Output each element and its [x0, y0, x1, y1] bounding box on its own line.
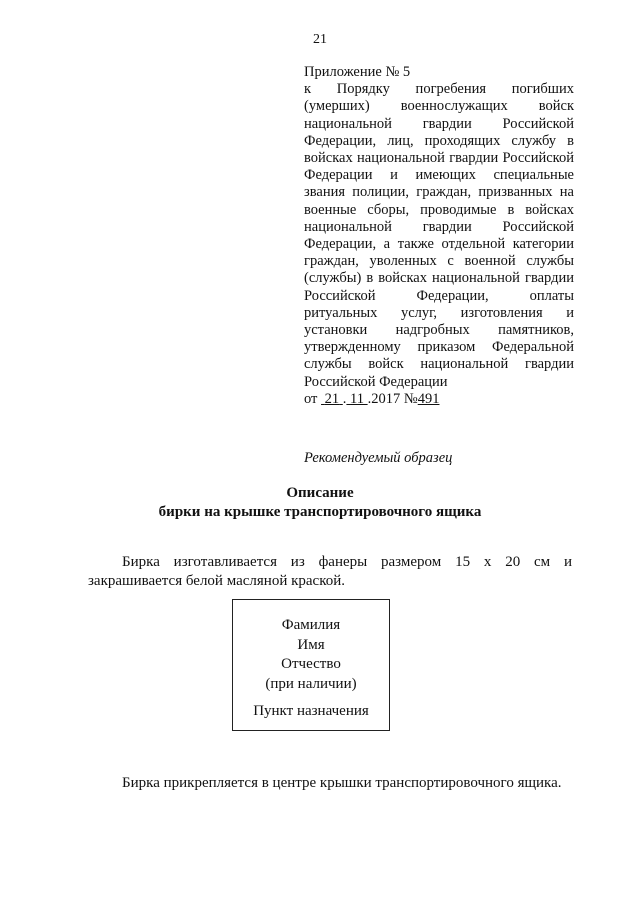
appendix-body: к Порядку погребения погибших (умерших) военнослужащих войск национальной гвардии Российской Федерации, лиц, проходящих службу в войсках национальной гвардии Российской Федерации и имеющих специальные звания полиции, граждан, призванных на военные сборы, проводимые в войсках национальной гвардии Российской Федерации, а также отдельной категории граждан, уволенных с военной службы (службы) в войсках национальной гвардии Российской Федерации, оплаты ритуальных услуг, изготовления и установки надгробных памятников, утвержденному приказом Федеральной службы войск национальной гвардии Российской Федерации — [304, 81, 574, 390]
date-year: .2017 — [367, 390, 401, 407]
description-title — [0, 484, 640, 522]
page-number: 21 — [313, 32, 327, 47]
tag-destination: Пункт назначения — [253, 703, 369, 719]
paragraph-tag-placement: Бирка прикрепляется в центре крышки транспортировочного ящика. — [122, 775, 562, 791]
date-day: 21 — [324, 390, 340, 407]
date-prefix: от — [304, 390, 318, 407]
order-date-line: от 21 . 11 .2017 №491 — [304, 390, 440, 407]
tag-sample-box — [232, 599, 390, 731]
appendix-block — [304, 64, 574, 408]
order-number: 491 — [417, 390, 440, 407]
tag-spacer — [233, 694, 389, 702]
appendix-heading: Приложение № 5 — [304, 64, 411, 80]
sample-note: Рекомендуемый образец — [304, 450, 453, 466]
description-title-line1: Описание — [286, 485, 354, 501]
tag-name: Имя — [297, 636, 325, 653]
date-month: 11 — [350, 390, 364, 407]
tag-surname: Фамилия — [281, 617, 341, 633]
tag-if-available: (при наличии) — [265, 675, 357, 692]
number-label: № — [403, 390, 418, 407]
description-title-line2: бирки на крышке транспортировочного ящика — [158, 504, 482, 520]
paragraph-tag-material: Бирка изготавливается из фанеры размером 15 х 20 см и закрашивается белой масляной краской. — [88, 554, 572, 589]
tag-patronymic: Отчество — [281, 656, 341, 672]
